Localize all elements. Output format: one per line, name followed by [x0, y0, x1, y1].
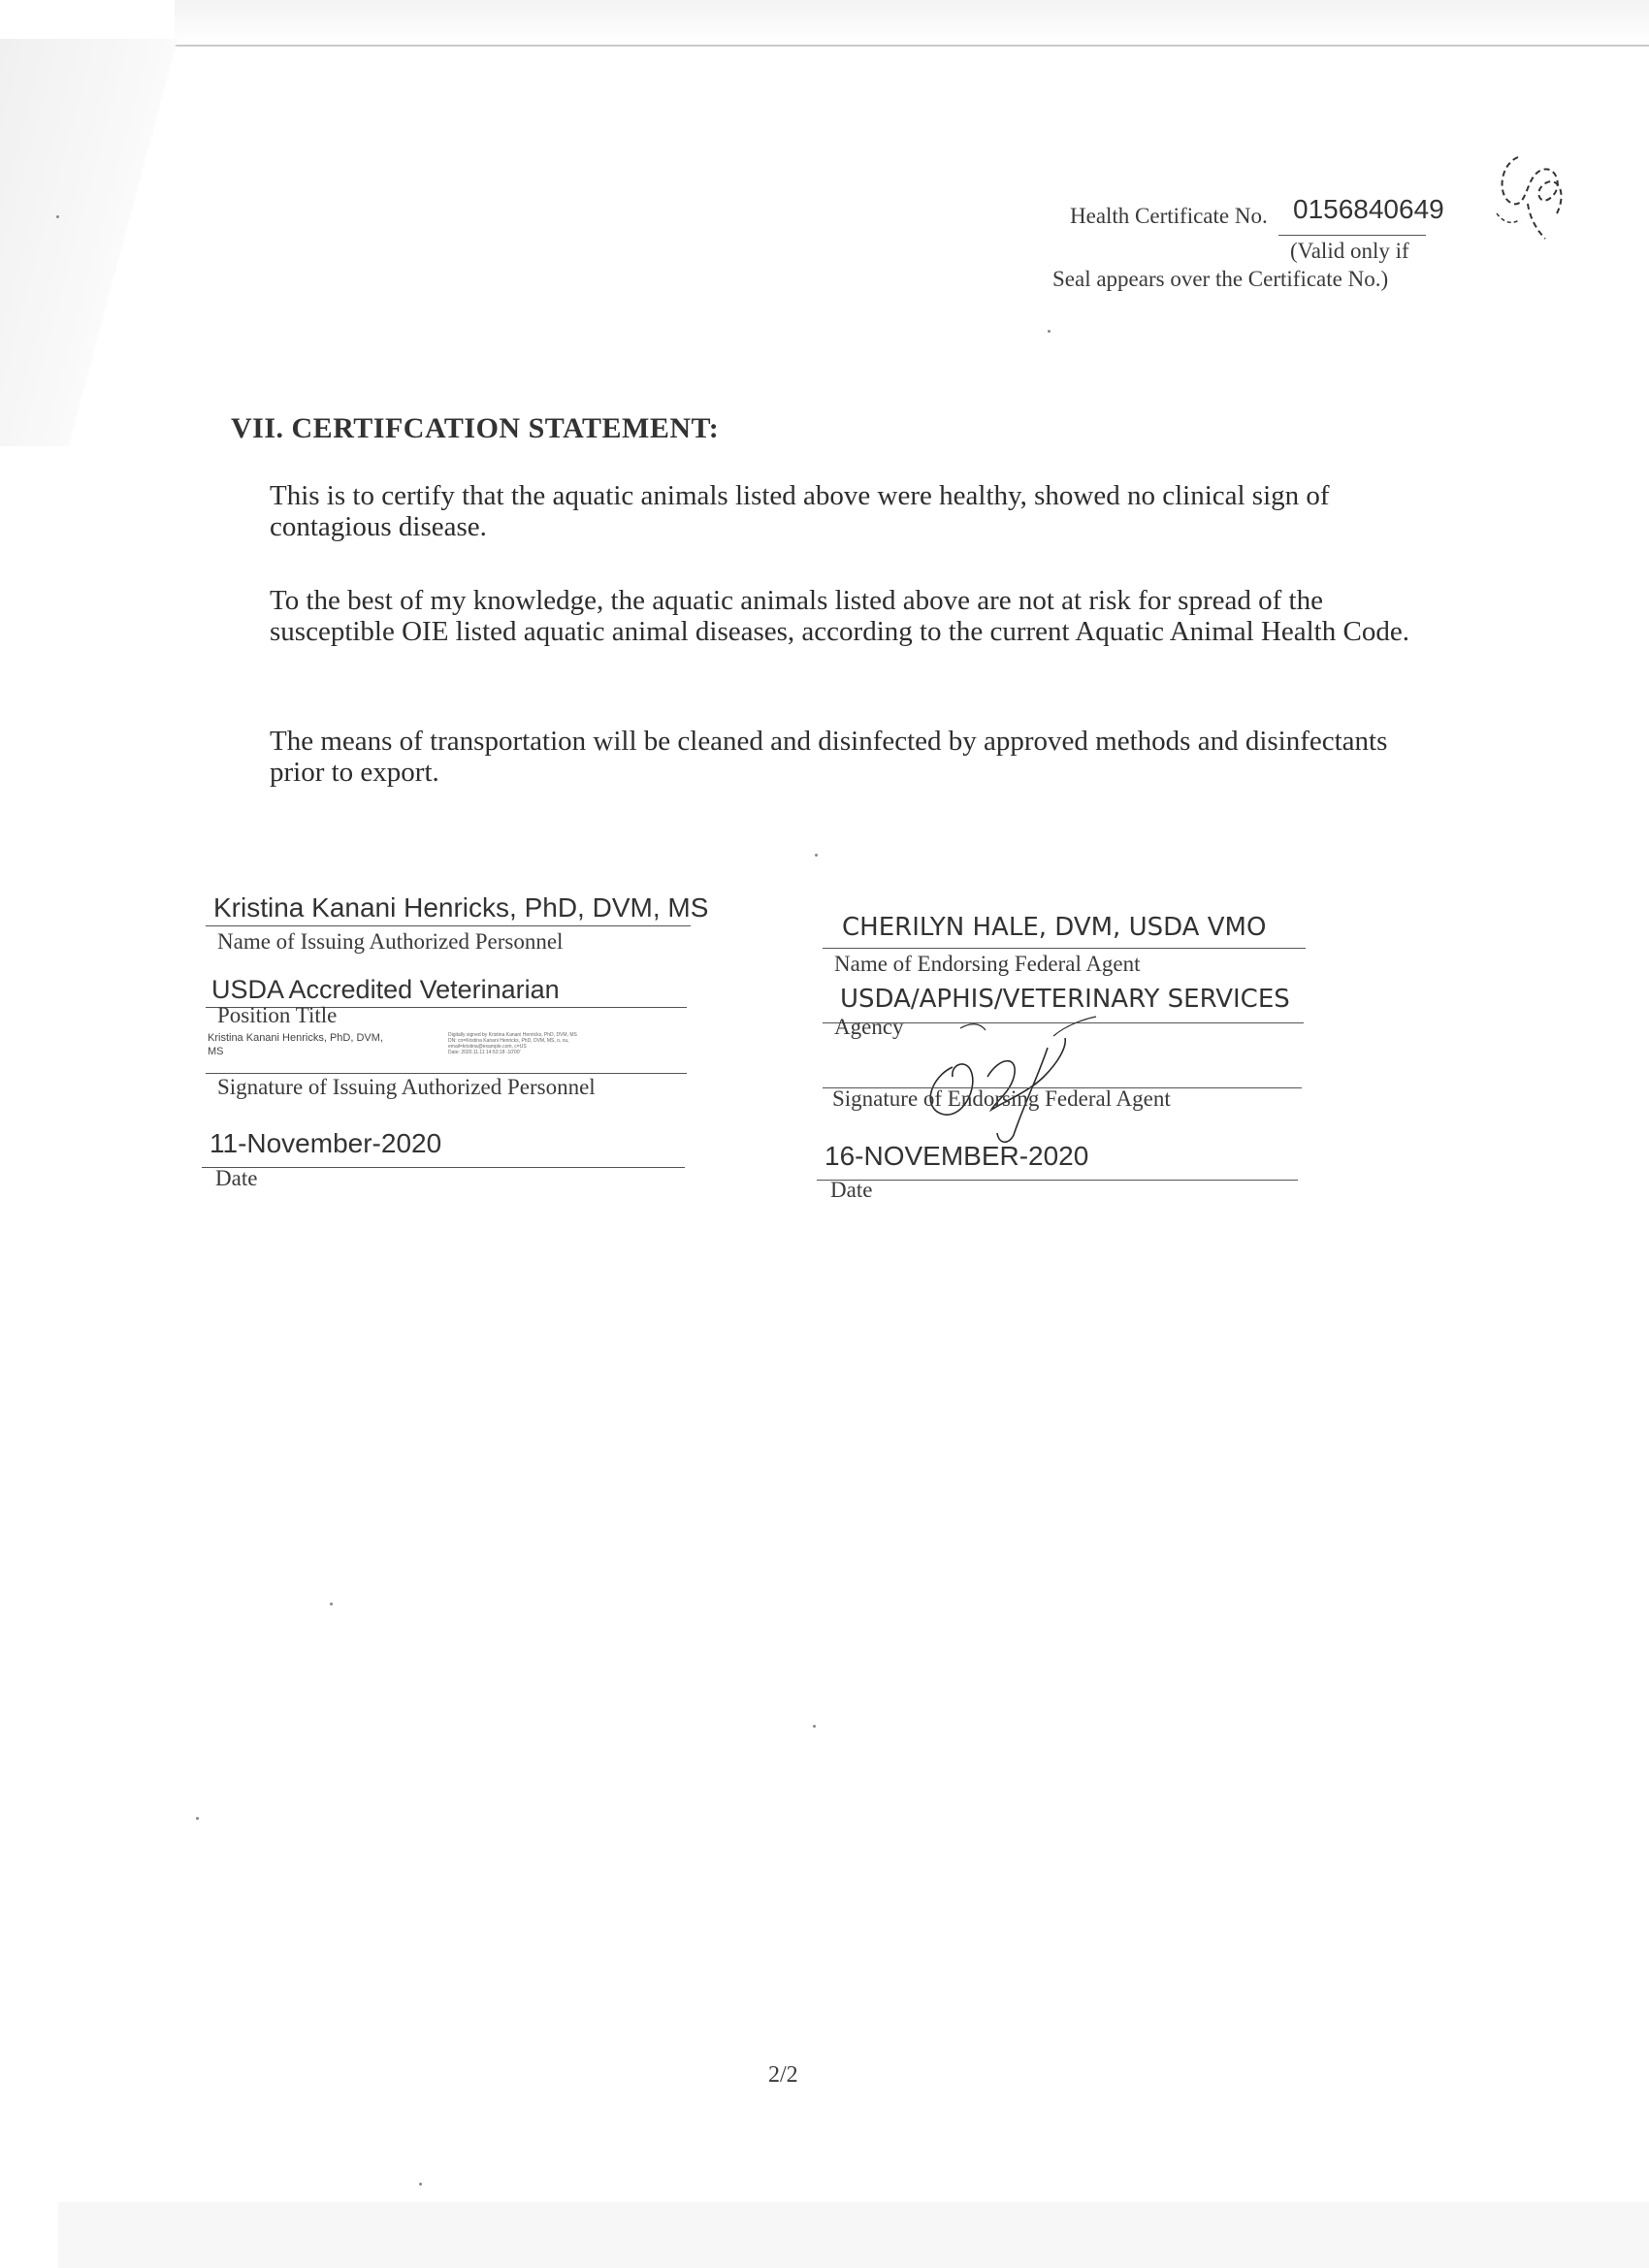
scan-left-edge [0, 39, 184, 446]
certificate-number-label: Health Certificate No. [1070, 204, 1268, 228]
issuer-date: 11-November-2020 [210, 1128, 442, 1158]
issuer-name-label: Name of Issuing Authorized Personnel [217, 929, 564, 954]
digital-signature-detail-1: Digitally signed by Kristina Kanani Henricks, PhD, DVM, MS [448, 1032, 577, 1038]
issuer-name-rule [206, 925, 691, 926]
digital-signature-details [448, 1032, 577, 1055]
certificate-number: 0156840649 [1293, 194, 1444, 224]
scan-speck [196, 1817, 199, 1820]
issuer-signature-label: Signature of Issuing Authorized Personnel [217, 1075, 596, 1099]
scan-speck [330, 1603, 333, 1605]
scan-speck [419, 2183, 422, 2186]
endorser-agency: USDA/APHIS/VETERINARY SERVICES [840, 985, 1290, 1014]
digital-signature-name-1: Kristina Kanani Henricks, PhD, DVM, [208, 1032, 383, 1044]
issuer-date-rule [202, 1167, 685, 1168]
statement-paragraph-3: The means of transportation will be cleaned and disinfected by approved methods and disinfectants prior to export. [270, 726, 1388, 788]
issuer-signature-rule [206, 1073, 687, 1074]
issuer-name: Kristina Kanani Henricks, PhD, DVM, MS [213, 892, 709, 923]
endorser-signature-label: Signature of Endorsing Federal Agent [832, 1086, 1171, 1111]
seal-note-line-2: Seal appears over the Certificate No.) [1052, 267, 1389, 291]
issuer-position-label: Position Title [217, 1003, 338, 1027]
statement-paragraph-2: To the best of my knowledge, the aquatic animals listed above are not at risk for spread of the susceptible OIE listed aquatic animal diseases, according to the current Aquatic Animal Health Code. [270, 585, 1409, 647]
digital-signature-detail-2: DN: cn=Kristina Kanani Henricks, PhD, DVM, MS, o, ou, [448, 1038, 569, 1044]
page-number: 2/2 [768, 2062, 798, 2088]
endorser-handwritten-signature [902, 1009, 1135, 1145]
digital-signature-detail-4: Date: 2020.11.11 14:53:18 -10'00' [448, 1050, 521, 1055]
scan-speck [1048, 330, 1051, 333]
issuer-date-label: Date [215, 1166, 258, 1190]
endorser-name-rule [823, 948, 1306, 949]
scan-speck [815, 854, 818, 857]
endorser-agency-label: Agency [834, 1015, 904, 1039]
section-title: VII. CERTIFCATION STATEMENT: [231, 412, 720, 444]
seal-note-line-1: (Valid only if [1290, 239, 1409, 263]
endorser-name-label: Name of Endorsing Federal Agent [834, 952, 1141, 976]
statement-paragraph-1: This is to certify that the aquatic animals listed above were healthy, showed no clinical sign of contagious disease. [270, 480, 1330, 542]
endorser-date-rule [817, 1180, 1298, 1181]
digital-signature-name-2: MS [208, 1046, 224, 1057]
digital-signature-detail-3: email=kristina@example.com, c=US [448, 1044, 527, 1050]
certificate-number-rule [1278, 235, 1426, 236]
initials-mark [1489, 146, 1576, 243]
endorser-name: CHERILYN HALE, DVM, USDA VMO [842, 913, 1267, 942]
issuer-position: USDA Accredited Veterinarian [211, 975, 560, 1004]
scan-top-edge [175, 0, 1649, 47]
scan-speck [813, 1725, 816, 1728]
scan-speck [56, 215, 59, 218]
scan-bottom-edge [58, 2202, 1649, 2268]
endorser-date: 16-NOVEMBER-2020 [824, 1141, 1089, 1171]
endorser-date-label: Date [830, 1178, 873, 1202]
